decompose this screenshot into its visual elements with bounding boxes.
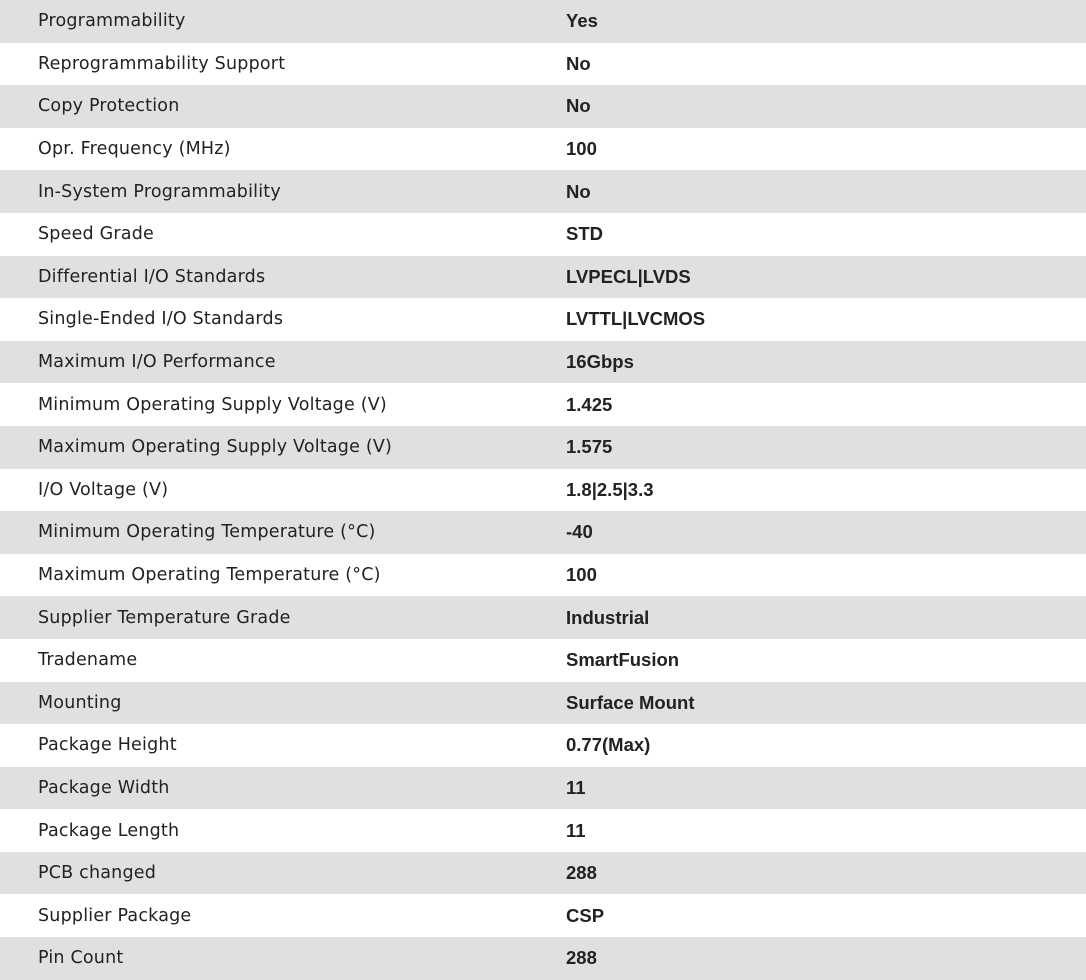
spec-name: Maximum Operating Supply Voltage (V) [38, 437, 393, 458]
spec-name: Tradename [38, 650, 138, 671]
spec-row [0, 469, 1086, 512]
spec-value: 16Gbps [566, 351, 634, 373]
spec-name: Differential I/O Standards [38, 266, 266, 287]
spec-row [0, 383, 1086, 426]
spec-value: -40 [566, 521, 593, 543]
spec-value: CSP [566, 904, 605, 926]
spec-value: STD [566, 223, 603, 245]
spec-name: Supplier Package [38, 905, 192, 926]
spec-row [0, 809, 1086, 852]
spec-row [0, 213, 1086, 256]
spec-value: 11 [566, 819, 586, 841]
spec-value: 288 [566, 947, 597, 969]
spec-value: 1.425 [566, 393, 613, 415]
spec-row [0, 341, 1086, 384]
spec-value: Surface Mount [566, 691, 695, 713]
spec-row [0, 639, 1086, 682]
spec-name: In-System Programmability [38, 181, 281, 202]
spec-row [0, 43, 1086, 86]
spec-row [0, 511, 1086, 554]
spec-row [0, 426, 1086, 469]
spec-row [0, 894, 1086, 937]
spec-row [0, 128, 1086, 171]
spec-value: 100 [566, 138, 597, 160]
spec-name: Copy Protection [38, 96, 180, 117]
spec-row [0, 682, 1086, 725]
spec-name: Minimum Operating Temperature (°C) [38, 522, 376, 543]
spec-name: Programmability [38, 11, 186, 32]
spec-name: Package Width [38, 777, 170, 798]
spec-name: Package Length [38, 820, 180, 841]
spec-value: 1.8|2.5|3.3 [566, 478, 654, 500]
spec-row [0, 256, 1086, 299]
spec-value: No [566, 180, 591, 202]
spec-name: Mounting [38, 692, 122, 713]
spec-row [0, 170, 1086, 213]
spec-value: SmartFusion [566, 649, 680, 671]
spec-value: 11 [566, 776, 586, 798]
spec-value: 100 [566, 564, 597, 586]
spec-name: Maximum I/O Performance [38, 352, 276, 373]
spec-value: Industrial [566, 606, 650, 628]
spec-value: 288 [566, 862, 597, 884]
spec-row [0, 554, 1086, 597]
spec-row [0, 0, 1086, 43]
spec-value: Yes [566, 10, 598, 32]
spec-row [0, 852, 1086, 895]
spec-value: No [566, 95, 591, 117]
spec-name: Opr. Frequency (MHz) [38, 139, 231, 160]
spec-row [0, 937, 1086, 980]
spec-value: No [566, 52, 591, 74]
spec-name: Single-Ended I/O Standards [38, 309, 284, 330]
spec-value: 1.575 [566, 436, 613, 458]
spec-name: PCB changed [38, 863, 157, 884]
spec-name: Reprogrammability Support [38, 53, 286, 74]
spec-value: LVTTL|LVCMOS [566, 308, 706, 330]
spec-value: 0.77(Max) [566, 734, 651, 756]
spec-row [0, 724, 1086, 767]
spec-row [0, 596, 1086, 639]
spec-row [0, 767, 1086, 810]
spec-row [0, 298, 1086, 341]
spec-name: Maximum Operating Temperature (°C) [38, 565, 381, 586]
spec-name: Package Height [38, 735, 177, 756]
spec-name: Pin Count [38, 948, 124, 969]
spec-name: Supplier Temperature Grade [38, 607, 291, 628]
spec-name: Minimum Operating Supply Voltage (V) [38, 394, 387, 415]
spec-row [0, 85, 1086, 128]
spec-name: Speed Grade [38, 224, 154, 245]
spec-value: LVPECL|LVDS [566, 265, 691, 287]
spec-name: I/O Voltage (V) [38, 479, 169, 500]
